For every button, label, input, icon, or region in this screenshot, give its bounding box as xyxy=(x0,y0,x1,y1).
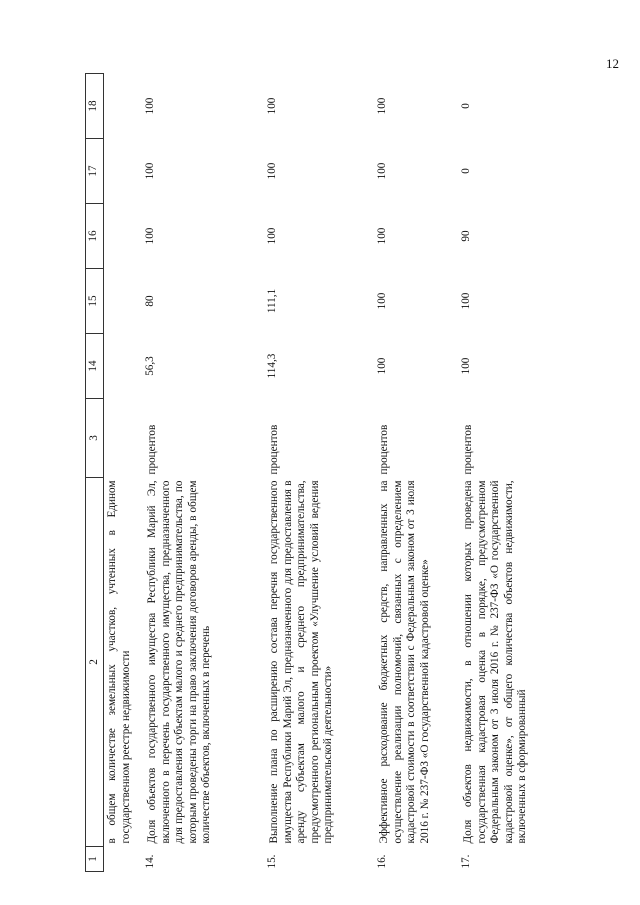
row-value-18: 100 xyxy=(266,97,278,115)
table-header-row xyxy=(86,74,104,872)
row-value-15: 100 xyxy=(460,292,472,310)
row-value-14: 114,3 xyxy=(266,353,278,379)
row-value-14: 100 xyxy=(460,357,472,375)
row-text: Эффективное расходование бюджетных средств, направленных на осуществление реализации полномочий, связанных с определением кадастровой стоимости в соответствии с Федеральным законом от 3 июля 2016 г. № 237-ФЗ «О государственной кадастровой оценке» xyxy=(378,480,431,844)
row-value-14: 56,3 xyxy=(144,356,156,376)
row-value-17: 100 xyxy=(376,162,388,180)
row-unit: процентов xyxy=(268,424,280,475)
row-text: Доля объектов недвижимости, в отношении которых проведена государственная кадастровая оценка в порядке, предусмотренном Федеральным законом от 3 июля 2016 г. № 237-ФЗ «О государственной кадастровой оценке», от общего количества объектов недвижимости, включенных в сформированный xyxy=(462,480,529,844)
row-value-17: 100 xyxy=(144,162,156,180)
header-col-1: 1 xyxy=(86,847,104,872)
header-col-15: 15 xyxy=(86,269,104,334)
row-value-15: 80 xyxy=(144,295,156,307)
row-value-16: 90 xyxy=(460,230,472,242)
row-value-16: 100 xyxy=(144,227,156,245)
row-number: 14. xyxy=(144,854,156,869)
row-number: 17. xyxy=(460,854,472,869)
row-value-17: 0 xyxy=(460,168,472,174)
row-value-15: 111,1 xyxy=(266,288,278,314)
continuation-text: в общем количестве земельных участков, учтенных в Едином государственном реестре недвижимости xyxy=(106,480,132,844)
row-text: Выполнение плана по расширению состава перечня государственного имущества Республики Марий Эл, предназначенного для предоставления в аренду субъектам малого и среднего предпринимательства, предусмотренного региональным проектом «Улучшение условий ведения предпринимательской деятельности» xyxy=(268,480,335,844)
page-number: 12 xyxy=(606,56,619,71)
table-row xyxy=(460,74,552,872)
row-value-18: 100 xyxy=(376,97,388,115)
header-col-3: 3 xyxy=(86,399,104,478)
row-unit: процентов xyxy=(146,424,158,475)
row-unit: процентов xyxy=(378,424,390,475)
header-col-16: 16 xyxy=(86,204,104,269)
header-col-2: 2 xyxy=(86,478,104,847)
row-value-16: 100 xyxy=(376,227,388,245)
row-value-16: 100 xyxy=(266,227,278,245)
header-col-14: 14 xyxy=(86,334,104,399)
indicators-table xyxy=(85,73,552,872)
table-row-continuation xyxy=(104,74,145,872)
header-col-17: 17 xyxy=(86,139,104,204)
row-value-18: 100 xyxy=(144,97,156,115)
row-text: Доля объектов государственного имущества Республики Марий Эл, включенного в перечень государственного имущества, предназначенного для предоставления субъектам малого и среднего предпринимательства, по которым проведены торги на право заключения договоров аренды, в общем количестве объектов, включенных в перечень xyxy=(146,480,213,844)
rotated-table-container xyxy=(85,82,543,872)
row-number: 15. xyxy=(266,854,278,869)
table-row xyxy=(144,74,266,872)
table-row xyxy=(266,74,376,872)
row-value-18: 0 xyxy=(460,103,472,109)
table-row xyxy=(376,74,460,872)
row-value-17: 100 xyxy=(266,162,278,180)
row-unit: процентов xyxy=(462,424,474,475)
row-number: 16. xyxy=(376,854,388,869)
header-col-18: 18 xyxy=(86,74,104,139)
row-value-15: 100 xyxy=(376,292,388,310)
row-value-14: 100 xyxy=(376,357,388,375)
